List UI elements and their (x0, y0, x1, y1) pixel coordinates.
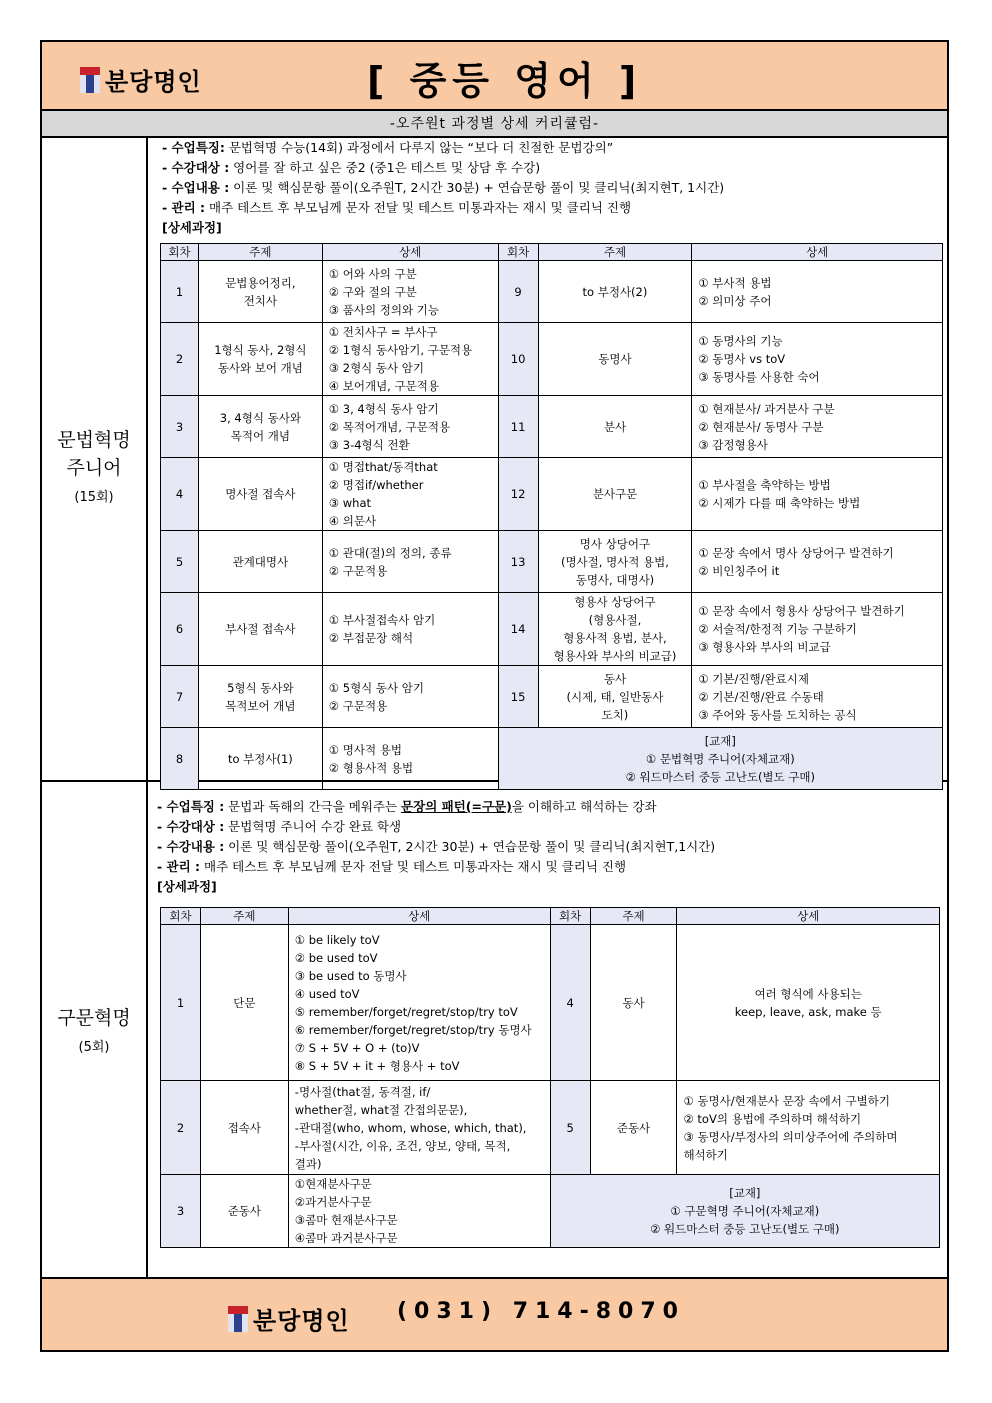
textbook-cell (498, 728, 942, 790)
topic-cell-line: 목적어 개념 (230, 428, 290, 443)
topic-cell-line: 3, 4형식 동사와 (219, 410, 301, 425)
session-number (161, 666, 199, 728)
detail-cell (677, 925, 940, 1081)
session-number (550, 1081, 590, 1175)
topic-cell (198, 531, 322, 593)
topic-cell-line: 동사 (622, 995, 645, 1010)
detail-cell-line: ④ used toV (294, 986, 360, 1001)
session-number (498, 261, 538, 323)
session-number (161, 396, 199, 458)
session-number-line: 3 (175, 419, 184, 434)
column-header: 주제 (538, 244, 692, 261)
session-number-line: 5 (566, 1120, 574, 1135)
column-header: 상세 (692, 244, 943, 261)
detail-cell-line: ④ 보어개념, 구문적용 (328, 379, 439, 393)
detail-cell-line: ② 의미상 주어 (698, 293, 772, 308)
detail-cell-line: ① 5형식 동사 암기 (328, 680, 425, 695)
detail-cell-line: ③ 2형식 동사 암기 (328, 361, 425, 375)
logo-text: 분당명인 (105, 68, 202, 96)
session-number (161, 1175, 201, 1248)
detail-cell (322, 531, 498, 593)
session-number-line: 8 (175, 751, 184, 766)
session-number (161, 261, 199, 323)
topic-cell-line: 1형식 동사, 2형식 (214, 343, 307, 357)
session-number-line: 2 (176, 1120, 185, 1135)
topic-cell-line: 관계대명사 (232, 554, 289, 569)
page-title: [ 중등 영어 ] (367, 59, 643, 103)
topic-cell (538, 458, 692, 531)
detail-cell (322, 666, 498, 728)
session-number-line: 12 (510, 487, 526, 501)
curriculum-table (160, 243, 943, 790)
textbook-cell-line: [교재] (729, 1186, 761, 1200)
topic-cell-line: to 부정사(1) (227, 751, 293, 766)
detail-cell (322, 593, 498, 666)
textbook-cell-line: ① 문법혁명 주니어(자체교재) (645, 751, 795, 766)
topic-cell-line: 형용사 상당어구 (574, 595, 656, 609)
topic-cell (538, 593, 692, 666)
detail-cell (288, 925, 550, 1081)
topic-cell (538, 323, 692, 396)
document-frame (40, 40, 949, 1352)
textbook-cell-line: ② 워드마스터 중등 고난도(별도 구매) (625, 769, 816, 784)
detail-cell (322, 396, 498, 458)
session-number-line: 7 (175, 689, 184, 704)
topic-cell-line: 단문 (233, 995, 256, 1010)
topic-cell-line: 5형식 동사와 (227, 680, 294, 695)
session-number-line: 5 (175, 554, 184, 569)
intro-line: - 수강대상 : 영어를 잘 하고 싶은 중2 (중1은 테스트 및 상담 후 수강) (162, 160, 541, 175)
detail-cell-line: ⑦ S + 5V + O + (to)V (294, 1040, 420, 1055)
textbook-cell-line: ② 워드마스터 중등 고난도(별도 구매) (650, 1222, 840, 1236)
detail-cell-line: ① be likely toV (294, 932, 380, 947)
topic-cell-line: (형용사절, (588, 613, 642, 627)
topic-cell (198, 396, 322, 458)
table-row (161, 666, 943, 728)
session-number-line: 13 (510, 554, 526, 569)
topic-cell (198, 593, 322, 666)
session-number (161, 925, 201, 1081)
detail-cell-line: ③ 형용사와 부사의 비교급 (698, 640, 831, 654)
topic-cell-line: 동사와 보어 개념 (217, 361, 303, 375)
detail-cell-line: ② 부접문장 해석 (328, 631, 414, 645)
topic-cell (538, 666, 692, 728)
session-number (550, 925, 590, 1081)
detail-cell (288, 1175, 550, 1248)
detail-cell-line: ③ 감정형용사 (698, 437, 768, 452)
table-row (161, 531, 943, 593)
section-count: (15회) (74, 490, 114, 505)
column-header: 회차 (161, 908, 201, 925)
detail-cell (692, 666, 943, 728)
session-number-line: 15 (510, 689, 526, 704)
column-header: 회차 (161, 244, 199, 261)
topic-cell-line: 형용사와 부사의 비교급) (553, 649, 677, 663)
detail-cell-line: ② 구와 절의 구분 (328, 284, 417, 299)
detail-cell (692, 261, 943, 323)
logo-text: 분당명인 (253, 1307, 350, 1335)
detail-cell (692, 593, 943, 666)
topic-cell-line: 접속사 (227, 1120, 262, 1135)
column-header: 주제 (590, 908, 677, 925)
topic-cell-line: 전치사 (243, 293, 278, 308)
topic-cell (538, 396, 692, 458)
detail-cell-line: ① 동명사의 기능 (698, 334, 783, 348)
logo-mark-icon (228, 1306, 248, 1332)
session-number (498, 666, 538, 728)
session-number-line: 1 (176, 995, 185, 1010)
detail-cell-line: ⑧ S + 5V + it + 형용사 + toV (294, 1058, 460, 1073)
topic-cell (200, 1175, 288, 1248)
table-row (161, 728, 943, 790)
table-row (161, 593, 943, 666)
detail-cell-line: ② 기본/진행/완료 수동태 (698, 689, 824, 704)
topic-cell-line: 목적보어 개념 (225, 698, 296, 713)
detail-cell-line: ① 3, 4형식 동사 암기 (328, 401, 439, 416)
detail-cell-line: whether절, what절 간접의문문), (294, 1102, 468, 1117)
topic-cell-line: to 부정사(2) (582, 284, 648, 299)
section-count: (5회) (78, 1040, 110, 1055)
detail-cell-line: -관대절(who, whom, whose, which, that), (294, 1120, 527, 1135)
session-number-line: 11 (510, 419, 526, 434)
course-intro (157, 797, 715, 897)
session-number-line: 9 (514, 284, 522, 299)
topic-cell-line: 준동사 (616, 1120, 651, 1135)
session-number-line: 4 (566, 995, 574, 1010)
session-number (498, 396, 538, 458)
topic-cell-line: 문법용어정리, (225, 275, 296, 290)
header-logo (80, 62, 202, 97)
column-header: 회차 (498, 244, 538, 261)
topic-cell (198, 261, 322, 323)
textbook-cell (550, 1175, 939, 1248)
detail-cell-line: ② 명접if/whether (328, 478, 424, 492)
detail-cell-line: ① 명접that/동격that (328, 460, 438, 474)
topic-cell (198, 666, 322, 728)
table-row (161, 1175, 940, 1248)
topic-cell-line: 분사 (603, 419, 627, 434)
logo-mark-icon (80, 67, 100, 93)
column-header: 상세 (677, 908, 940, 925)
topic-cell-line: (명사절, 명사적 용법, (560, 554, 669, 569)
session-number-line: 14 (510, 622, 526, 636)
section-name-line: 주니어 (66, 457, 122, 479)
detail-cell-line: ② 동명사 vs toV (698, 352, 786, 366)
detail-cell-line: ②과거분사구문 (294, 1195, 372, 1209)
section-label (42, 782, 148, 1277)
topic-cell (590, 1081, 677, 1175)
topic-cell-line: 부사절 접속사 (225, 622, 296, 636)
detail-cell (692, 531, 943, 593)
section-name-line: 구문혁명 (57, 1007, 131, 1029)
topic-cell-line: 형용사적 용법, 분사, (563, 631, 667, 645)
detail-cell-line: ③ 주어와 동사를 도치하는 공식 (698, 707, 857, 722)
detail-cell-line: -부사절(시간, 이유, 조건, 양보, 양태, 목적, (294, 1138, 511, 1153)
detail-cell-line: ② 1형식 동사암기, 구문적용 (328, 343, 473, 357)
table-row (161, 1081, 940, 1175)
intro-line: - 수강대상 : 문법혁명 주니어 수강 완료 학생 (157, 819, 402, 834)
detail-cell-line: -명사절(that절, 동격절, if/ (294, 1084, 431, 1099)
intro-line: - 수업내용 : 이론 및 핵심문항 풀이(오주원T, 2시간 30분) + 연습문항 풀이 및 클리닉(최지현T, 1시간) (162, 180, 725, 195)
topic-cell-line: 분사구문 (592, 487, 638, 501)
detail-cell-line: ① 부사절접속사 암기 (328, 613, 436, 627)
detail-cell-line: ① 명사적 용법 (328, 742, 402, 757)
session-number (498, 593, 538, 666)
session-number-line: 6 (175, 622, 184, 636)
detail-cell-line: ② be used toV (294, 950, 378, 965)
topic-cell (200, 925, 288, 1081)
detail-cell-line: ① 부사적 용법 (698, 275, 772, 290)
topic-cell (198, 728, 322, 790)
topic-cell-line: 명사 상당어구 (579, 536, 651, 551)
topic-cell (200, 1081, 288, 1175)
topic-cell-line: 동사 (603, 671, 627, 686)
session-number (498, 458, 538, 531)
detail-cell-line: 해석하기 (683, 1147, 728, 1162)
detail-cell-line: ③ 3-4형식 전환 (328, 437, 410, 452)
detail-label: [상세과정] (157, 879, 217, 894)
textbook-cell-line: [교재] (704, 733, 736, 748)
topic-cell (198, 323, 322, 396)
column-header: 주제 (200, 908, 288, 925)
topic-cell-line: (시제, 태, 일반동사 (566, 689, 664, 704)
detail-cell-line: ①현재분사구문 (294, 1177, 372, 1191)
detail-cell (322, 261, 498, 323)
detail-cell (322, 458, 498, 531)
detail-cell-line: ① 부사절을 축약하는 방법 (698, 478, 831, 492)
phone-number: (031) 714-8070 (397, 1299, 685, 1324)
table-row (161, 458, 943, 531)
section-label (42, 138, 148, 780)
detail-cell-line: keep, leave, ask, make 등 (734, 1004, 882, 1019)
detail-cell-line: 여러 형식에 사용되는 (754, 986, 862, 1001)
detail-cell-line: ② 현재분사/ 동명사 구분 (698, 419, 824, 434)
detail-cell-line: ③ be used to 동명사 (294, 968, 407, 983)
detail-cell-line: ③ 동명사/부정사의 의미상주어에 주의하며 (683, 1129, 898, 1144)
column-header: 상세 (288, 908, 550, 925)
section-name-line: 문법혁명 (57, 429, 131, 451)
session-number (161, 728, 199, 790)
column-header: 주제 (198, 244, 322, 261)
section-grammar-junior (42, 138, 947, 782)
topic-cell-line: 동명사, 대명사) (575, 572, 655, 587)
session-number (498, 531, 538, 593)
column-header: 상세 (322, 244, 498, 261)
detail-cell (322, 323, 498, 396)
detail-cell (692, 458, 943, 531)
detail-cell-line: ② 형용사적 용법 (328, 760, 414, 775)
intro-line: - 수업특징: 문법혁명 수능(14회) 과정에서 다루지 않는 “보다 더 친절한 문법강의” (162, 140, 614, 155)
footer-logo (228, 1301, 350, 1336)
course-intro (162, 138, 724, 238)
detail-cell-line: ⑥ remember/forget/regret/stop/try 동명사 (294, 1022, 532, 1037)
detail-label: [상세과정] (162, 220, 222, 235)
detail-cell-line: ③ what (328, 496, 371, 510)
detail-cell-line: ② 구문적용 (328, 563, 388, 578)
session-number-line: 3 (176, 1204, 185, 1218)
detail-cell (692, 323, 943, 396)
detail-cell-line: ① 현재분사/ 과거분사 구분 (698, 401, 835, 416)
detail-cell (692, 396, 943, 458)
detail-cell-line: ④콤마 과거분사구문 (294, 1231, 398, 1245)
curriculum-table (160, 907, 940, 1248)
detail-cell-line: ① 동명사/현재분사 문장 속에서 구별하기 (683, 1093, 890, 1108)
detail-cell-line: ① 어와 사의 구분 (328, 266, 417, 281)
session-number (498, 323, 538, 396)
session-number-line: 10 (510, 352, 526, 366)
detail-cell-line: 결과) (294, 1156, 322, 1171)
table-row (161, 396, 943, 458)
topic-cell (198, 458, 322, 531)
table-row (161, 323, 943, 396)
detail-cell-line: ④ 의문사 (328, 514, 377, 528)
session-number-line: 2 (175, 352, 184, 366)
intro-line: - 관리 : 매주 테스트 후 부모님께 문자 전달 및 테스트 미통과자는 재시 및 클리닉 진행 (162, 200, 632, 215)
topic-cell-line: 명사절 접속사 (225, 487, 296, 501)
topic-cell (538, 531, 692, 593)
detail-cell-line: ① 관대(절)의 정의, 종류 (328, 545, 452, 560)
session-number-line: 4 (175, 487, 184, 501)
subheader: -오주원t 과정별 상세 커리큘럼- (42, 111, 947, 138)
detail-cell-line: ③ 품사의 정의와 기능 (328, 302, 439, 317)
section-syntax (42, 782, 947, 1279)
intro-line: - 수업특징 : 문법과 독해의 간극을 메워주는 문장의 패턴(=구문)을 이해하고 해석하는 강좌 (157, 799, 657, 814)
session-number (161, 1081, 201, 1175)
detail-cell-line: ② toV의 용법에 주의하며 해석하기 (683, 1111, 862, 1126)
detail-cell-line: ① 문장 속에서 명사 상당어구 발견하기 (698, 545, 894, 560)
textbook-cell-line: ① 구문혁명 주니어(자체교재) (670, 1204, 820, 1218)
page-header (42, 42, 947, 111)
session-number (161, 531, 199, 593)
column-header: 회차 (550, 908, 590, 925)
detail-cell-line: ② 비인칭주어 it (698, 563, 780, 578)
detail-cell (322, 728, 498, 790)
page-footer (42, 1279, 947, 1350)
intro-line: - 수강내용 : 이론 및 핵심문항 풀이(오주원T, 2시간 30분) + 연습문항 풀이 및 클리닉(최지현T,1시간) (157, 839, 716, 854)
detail-cell-line: ② 목적어개념, 구문적용 (328, 419, 451, 434)
detail-cell-line: ③콤마 현재분사구문 (294, 1213, 398, 1227)
detail-cell-line: ② 구문적용 (328, 698, 388, 713)
detail-cell-line: ① 기본/진행/완료시제 (698, 671, 809, 686)
topic-cell-line: 도치) (601, 707, 629, 722)
table-row (161, 925, 940, 1081)
detail-cell (677, 1081, 940, 1175)
topic-cell-line: 동명사 (598, 352, 632, 366)
detail-cell-line: ② 시제가 다를 때 축약하는 방법 (698, 496, 861, 510)
session-number-line: 1 (175, 284, 184, 299)
table-row (161, 261, 943, 323)
detail-cell-line: ① 문장 속에서 형용사 상당어구 발견하기 (698, 604, 905, 618)
detail-cell-line: ⑤ remember/forget/regret/stop/try toV (294, 1004, 518, 1019)
intro-line: - 관리 : 매주 테스트 후 부모님께 문자 전달 및 테스트 미통과자는 재시 및 클리닉 진행 (157, 859, 627, 874)
detail-cell-line: ③ 동명사를 사용한 숙어 (698, 370, 820, 384)
session-number (161, 323, 199, 396)
topic-cell (590, 925, 677, 1081)
detail-cell (288, 1081, 550, 1175)
topic-cell (538, 261, 692, 323)
session-number (161, 593, 199, 666)
topic-cell-line: 준동사 (227, 1204, 262, 1218)
detail-cell-line: ① 전치사구 = 부사구 (328, 325, 438, 339)
session-number (161, 458, 199, 531)
detail-cell-line: ② 서술적/한정적 기능 구분하기 (698, 622, 857, 636)
